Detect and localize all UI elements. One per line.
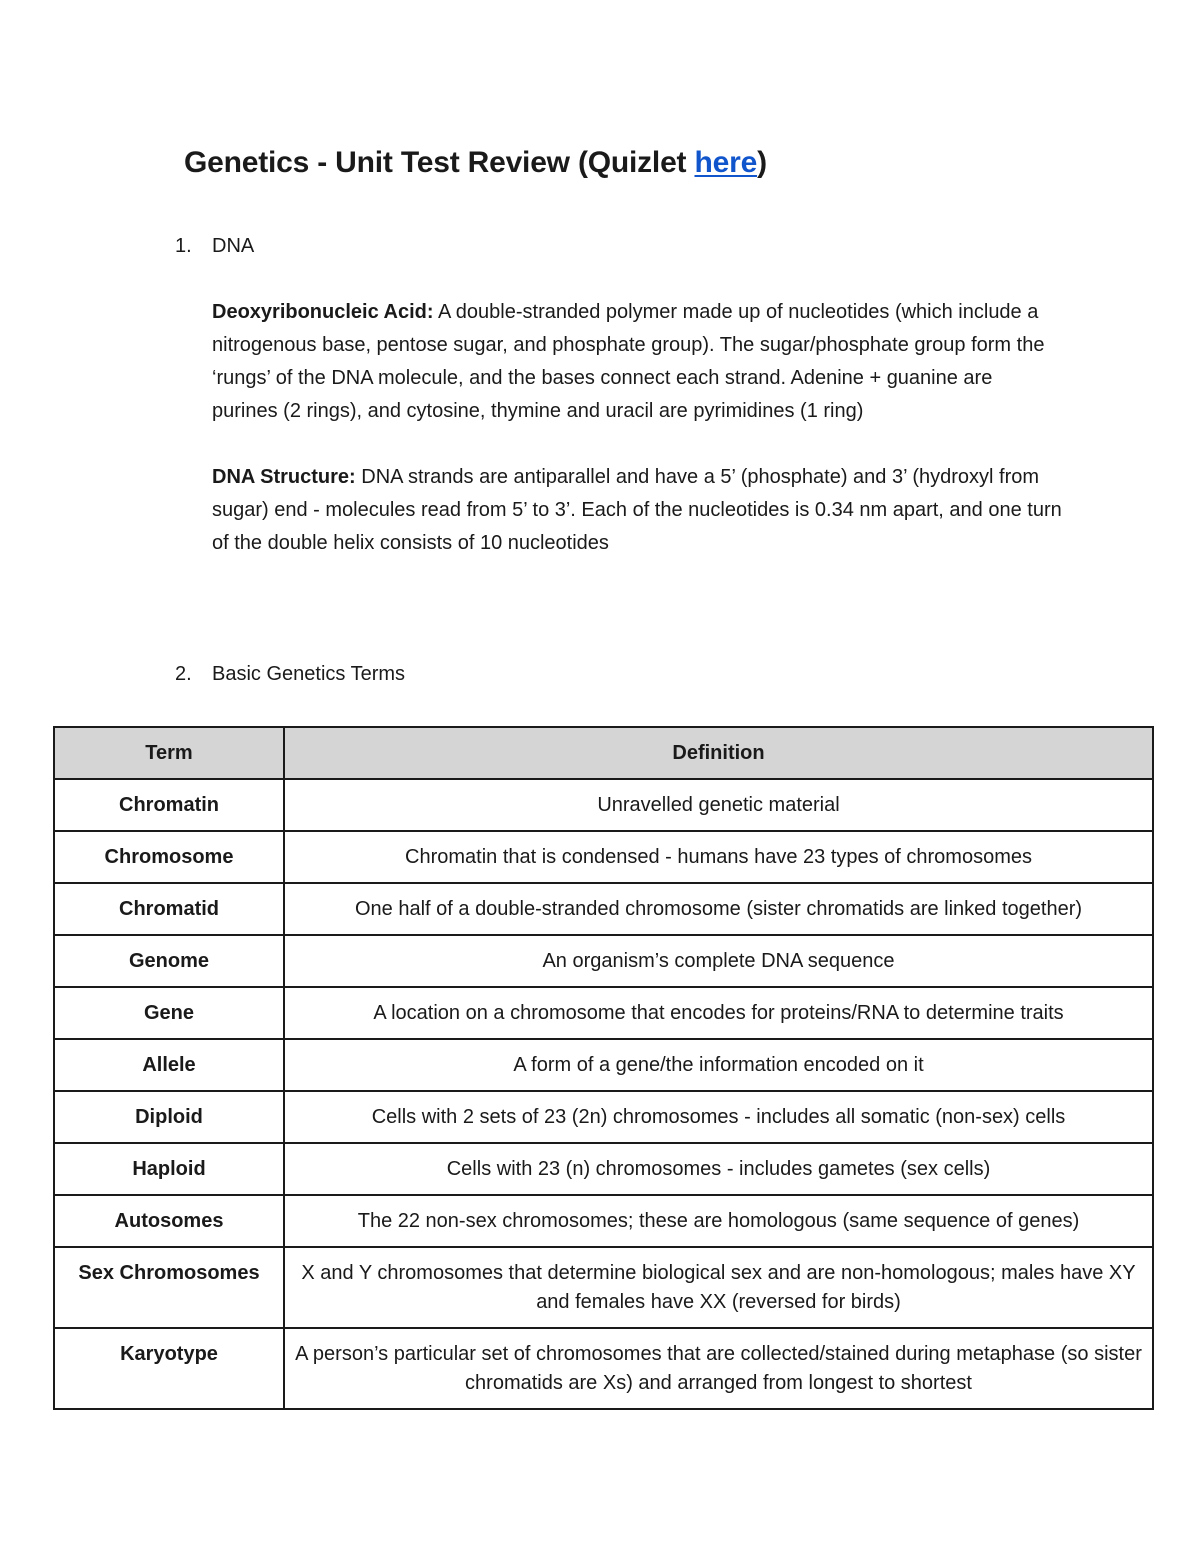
column-header-definition: Definition: [284, 727, 1153, 779]
paragraph-label: DNA Structure:: [212, 466, 356, 488]
section-heading: [175, 230, 1055, 263]
term-cell: Chromatin: [54, 779, 284, 831]
term-cell: Sex Chromosomes: [54, 1247, 284, 1328]
section-title: Basic Genetics Terms: [212, 663, 406, 685]
title-prefix: Genetics - Unit Test Review (Quizlet: [184, 146, 695, 179]
table-row: [54, 1039, 1153, 1091]
term-cell: Gene: [54, 987, 284, 1039]
definition-cell: The 22 non-sex chromosomes; these are homologous (same sequence of genes): [284, 1195, 1153, 1247]
table-row: [54, 779, 1153, 831]
section-number: 2.: [175, 663, 192, 685]
definition-cell: Cells with 2 sets of 23 (2n) chromosomes - includes all somatic (non-sex) cells: [284, 1091, 1153, 1143]
table-row: [54, 1091, 1153, 1143]
paragraph-deoxyribonucleic-acid: [212, 296, 1062, 428]
table-row: [54, 1328, 1153, 1409]
term-cell: Chromatid: [54, 883, 284, 935]
definition-cell: Chromatin that is condensed - humans have 23 types of chromosomes: [284, 831, 1153, 883]
term-cell: Chromosome: [54, 831, 284, 883]
definition-cell: A location on a chromosome that encodes for proteins/RNA to determine traits: [284, 987, 1153, 1039]
table-row: [54, 1143, 1153, 1195]
table-row: [54, 1247, 1153, 1328]
section-title: DNA: [212, 235, 255, 257]
table-row: [54, 831, 1153, 883]
section-number: 1.: [175, 235, 192, 257]
table-row: [54, 935, 1153, 987]
section-basic-genetics-terms: [175, 658, 405, 691]
definition-cell: A person’s particular set of chromosomes that are collected/stained during metaphase (so sister chromatids are Xs) and arranged from longest to shortest: [284, 1328, 1153, 1409]
table-header-row: [54, 727, 1153, 779]
term-cell: Karyotype: [54, 1328, 284, 1409]
table-row: [54, 1195, 1153, 1247]
title-suffix: ): [757, 146, 767, 179]
definition-cell: An organism’s complete DNA sequence: [284, 935, 1153, 987]
term-cell: Genome: [54, 935, 284, 987]
column-header-term: Term: [54, 727, 284, 779]
definition-cell: Unravelled genetic material: [284, 779, 1153, 831]
table-row: [54, 987, 1153, 1039]
terms-table: [53, 726, 1154, 1410]
page-title: [184, 143, 767, 183]
term-cell: Allele: [54, 1039, 284, 1091]
paragraph-label: Deoxyribonucleic Acid:: [212, 301, 434, 323]
paragraph-text: DNA strands are antiparallel and have a 5’ (phosphate) and 3’ (hydroxyl from sugar) end - molecules read from 5’ to 3’. Each of the nucleotides is 0.34 nm apart, and one turn of the double helix consists of 10 nucleotides: [212, 466, 1062, 554]
term-cell: Autosomes: [54, 1195, 284, 1247]
table-row: [54, 883, 1153, 935]
definition-cell: A form of a gene/the information encoded on it: [284, 1039, 1153, 1091]
term-cell: Diploid: [54, 1091, 284, 1143]
definition-cell: Cells with 23 (n) chromosomes - includes gametes (sex cells): [284, 1143, 1153, 1195]
definition-cell: One half of a double-stranded chromosome (sister chromatids are linked together): [284, 883, 1153, 935]
paragraph-dna-structure: [212, 461, 1062, 560]
quizlet-link[interactable]: here: [694, 146, 758, 179]
section-heading: [175, 658, 405, 691]
term-cell: Haploid: [54, 1143, 284, 1195]
definition-cell: X and Y chromosomes that determine biological sex and are non-homologous; males have XY and females have XX (reversed for birds): [284, 1247, 1153, 1328]
paragraph-text: A double-stranded polymer made up of nucleotides (which include a nitrogenous base, pentose sugar, and phosphate group). The sugar/phosphate group form the ‘rungs’ of the DNA molecule, and the bases connect each strand. Adenine + guanine are purines (2 rings), and cytosine, thymine and uracil are pyrimidines (1 ring): [212, 301, 1045, 422]
section-dna: [175, 230, 1062, 560]
